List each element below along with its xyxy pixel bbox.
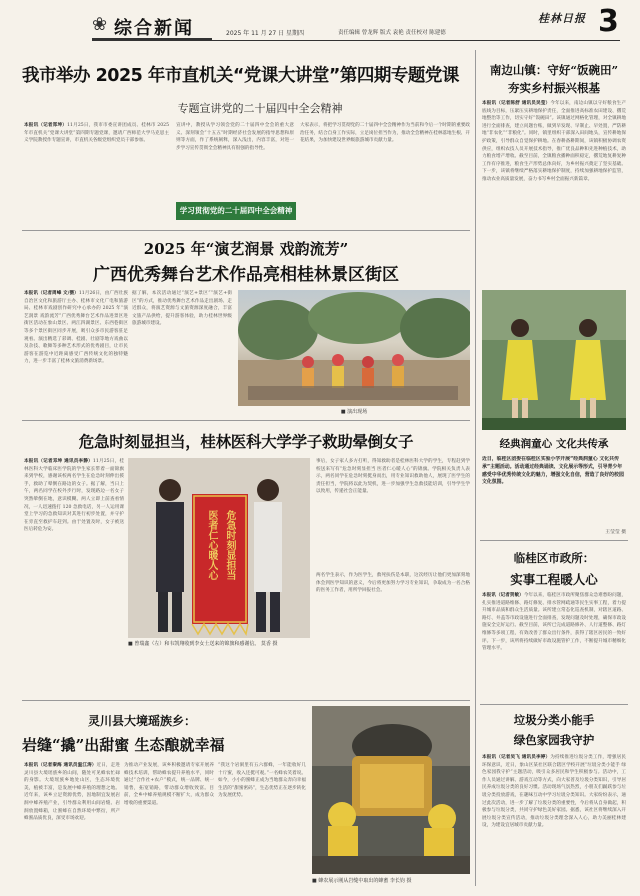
children-performance-photo <box>482 290 626 430</box>
children-in-costume <box>482 290 626 430</box>
art-column-1 <box>24 290 128 410</box>
right2-credit: 王莹莹 摄 <box>605 530 626 535</box>
honeycomb-scene <box>312 706 470 874</box>
right3-text-2: 截至目前，该所已完成道路修补、人行道整修、路灯维修等多项工程，有效改善了群众出行条件，获得了辖区居民的一致好评。下一步，该所将持续做好市政设施管护工作，不断提升城市精细化管理水平。 <box>482 623 626 652</box>
art-column-2 <box>132 290 232 410</box>
lead-column-1 <box>24 122 169 226</box>
bees-headline-1: 灵川县大境瑶族乡： <box>88 714 197 728</box>
rescue-text-3: 两名学生表示，作为医学生，救死扶伤是本职，这次经历让他们更加深刻地体会到医学知识的意义，今后将更加努力学习专业知识，争取成为一名合格的医务工作者，用所学回报社会。 <box>316 573 470 594</box>
art-caption: ■ 演出现场 <box>340 409 368 415</box>
right3-text: 今年以来，临桂区市政所聚焦群众急难愁盼问题，扎实推进道路维修、路灯修复、排水管网疏通等民生实事工程，着力提升城市品质和群众生活质量。该所建立常态化巡查机制，对辖区道路、路灯、井盖等市政设施进行全面排查，发现问题及时处理，确保市政设施安全完好运行。 <box>482 593 626 629</box>
right4-headline-2: 绿色家园我守护 <box>513 733 595 747</box>
right1-headline-1: 南边山镇：守好“饭碗田” <box>489 63 619 77</box>
lead-subhead: 专题宣讲党的二十届四中全会精神 <box>177 102 343 115</box>
right2-body <box>482 456 626 526</box>
right3-headline-2: 实事工程暖人心 <box>510 572 598 587</box>
art-byline: 本报讯（记者周峰 文/摄） <box>24 291 79 296</box>
section-banner <box>92 10 212 40</box>
performance-scene <box>238 290 470 406</box>
lead-text-1: 11月25日，我市市委宣讲团成员、桂林市 2025 年市直机关“党课大讲堂”第四期专题党课，邀请广西师范大学马克思主义学院教授作专题宣讲，市直机关各级党组织党员干部参加。 <box>24 123 169 144</box>
beekeeper-photo <box>312 706 470 874</box>
lead-column-3 <box>300 122 470 226</box>
right4-text-2: 活动现场气氛热烈，小朋友们踊跃参与垃圾分类投放游戏，在趣味互动中学习垃圾分类知识。大家纷纷表示，通过此次活动，进一步了解了垃圾分类的重要性，今后将从自身做起，积极参与垃圾分类，共同守护绿色美好家园。 <box>482 785 626 814</box>
lead-headline: 我市举办 2025 年市直机关“党课大讲堂”第四期专题党课 <box>22 66 459 86</box>
art-text: 11月26日，由广西壮族自治区文化和旅游厅主办、桂林市文化广电和旅游局、桂林市戏剧创作研究中心承办的 2025 年“演艺润景 戏韵流芳”广西优秀舞台艺术作品进景区进街区活动在象山景区、两江四湖景区、东西巷街区等多个景区街区同步开展，吸引众多市民游客驻足观看。演出精选了彩调、桂剧、壮剧等地方戏曲以及杂技、歌舞等多种艺术形式的优秀剧目，让市民游客在游览中近距离感受广西传统文化的独特魅力，进一步丰富了桂林文旅消费新场景。 <box>24 291 128 365</box>
right4-text: 为持续推进垃圾分类工作，增强居民环保意识，近日，象山区某社区联合辖区学校开展“垃圾分类小能手 绿色家园我守护”主题活动，吸引众多居民和学生积极参与。活动中，工作人员通过讲解、游戏互动等方式，向大家普及垃圾分类知识，引导居民养成垃圾分类的良好习惯。 <box>482 755 626 791</box>
rescue-byline: 本报讯（记者邓坤 通讯员李静） <box>24 459 93 464</box>
lead-byline: 本报讯（记者郑坤） <box>24 123 68 128</box>
art-text-2: 据了解，本次活动通过“演艺+景区”“演艺+街区”的方式，推动优秀舞台艺术作品走出剧场、走近群众，将演艺资源与文旅资源深度融合，丰富文旅产品供给，提升游客体验，助力桂林世界级旅游城市建设。 <box>132 291 232 327</box>
lead-text-3: 大家表示，将把学习贯彻党的二十届四中全会精神作为当前和今后一个时期的重要政治任务，结合自身工作实际，立足岗位担当作为，推动全会精神在桂林落地生根、开花结果，为加快建设世界级旅游城市贡献力量。 <box>300 123 470 144</box>
right1-headline-2: 夯实乡村振兴根基 <box>508 81 600 95</box>
lead-column-2 <box>176 122 294 202</box>
right3-headline-1: 临桂区市政所： <box>513 551 595 565</box>
bees-column-3 <box>218 762 306 886</box>
lead-text-2: 宣讲中，教授从学习领会党的二十届四中全会的重大意义、深刻领会“十五五”时期经济社会发展的指导思想和原则等方面，作了系统阐释，深入浅出，内容丰富，对进一步学习宣传贯彻全会精神具有很强的指导性。 <box>176 123 294 151</box>
newspaper-logo: 桂林日报 <box>538 12 586 25</box>
right1-text-3: 下一步，该镇将继续严格落实耕地保护制度，持续加强耕地保护监管，推动农业高质量发展，奋力书写乡村全面振兴新篇章。 <box>482 169 626 182</box>
bees-column-2 <box>124 762 214 886</box>
right3-byline: 本报讯（记者贺敏） <box>482 593 524 598</box>
bees-text-2: 为推动产业发展，该乡积极邀请专家开展养蜂技术培训，帮助蜂农提升养殖水平，同时通过“合作社+农户”模式，统一品牌、统一销售，拓宽销路，带动群众增收致富。目前，全乡中蜂养殖规模不断扩大，成为群众增收的重要渠道。 <box>124 763 214 806</box>
bees-headline-2: 岩缝“撬”出甜蜜 生态酿就幸福 <box>22 736 225 754</box>
right4-text-3: 据悉，该社区将继续深入开展垃圾分类宣传活动，推动垃圾分类理念深入人心，助力美丽桂林建设，为建设宜居城市贡献力量。 <box>482 808 626 829</box>
rescue-column-2 <box>316 458 470 568</box>
bees-byline: 本报讯（记者秦海 通讯员温江涛） <box>24 763 97 768</box>
performance-photo <box>238 290 470 406</box>
right1-text-2: 在春耕备耕期间，该镇积极协调农资供应，组织农技人员开展技术指导，推广优良品种和先进种植技术，助力粮食增产增收。截至目前，全镇粮食播种面积稳定，撂荒地复耕复种工作有序推进，粮食生产形势总体向好，为乡村振兴奠定了坚实基础。 <box>482 138 626 167</box>
rescue-column-1 <box>24 458 124 688</box>
right2-headline: 经典润童心 文化共传承 <box>499 438 609 450</box>
banner-text-right: 危急时刻显担当 <box>224 510 235 580</box>
art-headline-1: 2025 年“演艺润景 戏韵流芳” <box>143 240 349 258</box>
rescue-text: 11月25日，桂林医科大学临床医学院的学生家长带着一面锦旗来到学校，感谢该校两名学生在危急时刻伸出援手，救助了晕倒在路边的女子。据了解，当日上午，两名同学在校外步行时，发现路边一名女子突然晕倒在地，意识模糊。两人立即上前查看情况，一人迅速拨打 120 急救电话，另一人运用课堂上学习的急救知识对其进行初步处置，并守护在旁直至救护车赶到。由于处置及时，女子被送医后转危为安。 <box>24 459 124 533</box>
right1-body <box>482 100 626 286</box>
study-banner: 学习贯彻党的二十届四中全会精神 <box>176 202 296 220</box>
rescue-text-2: 事后，女子家人多方打听，得知救助者是桂林医科大学的学生，专程赶到学校送来写有“危急时刻显担当 医者仁心暖人心”的锦旗。学院相关负责人表示，两名同学在危急时刻挺身而出，用专业知识救助他人，展现了医学生的责任担当，学院将以此为契机，进一步加强学生急救技能培训，引导学生学以致用，传递社会正能量。 <box>316 459 470 495</box>
banner-photo <box>128 458 310 638</box>
bees-text-3: “我这个岩洞里有五六群蜂，一年能收好几十斤蜜，收入还挺可观。”一名蜂农笑着说。如今，小小的蜜蜂正成为当地群众奔向幸福生活的“甜蜜密码”，生态优势正在逐步转化为发展优势。 <box>218 763 306 799</box>
rescue-headline: 危急时刻显担当，桂林医科大学学子救助晕倒女子 <box>78 432 414 451</box>
rescue-column-3 <box>316 572 470 688</box>
students-with-banner <box>128 458 310 638</box>
bees-text: 近日，走进灵川县大境瑶族乡的山间，随处可见蜂农忙碌的身影。大境瑶族乡地处山区，生态环境优美，植被丰富，是发展中蜂养殖的理想之地。近年来，该乡立足资源优势，因地制宜发展岩洞中蜂养殖产业，引导群众利用山间岩缝、岩洞放置蜂箱，让蜜蜂在自然环境中繁衍，所产蜂蜜品质优良，深受市场欢迎。 <box>24 763 120 822</box>
section-name: 综合新闻 <box>114 18 194 39</box>
editor-credits: 责任编辑 曾龙辉 版式 袁艳 责任校对 陈建德 <box>338 30 446 36</box>
banner-text-left: 医者仁心暖人心 <box>206 510 217 580</box>
right4-byline: 本报讯（记者吴飞 通讯员李婷） <box>482 755 551 760</box>
rescue-caption: ■ 曾瑞鑫（左）和韦凯翔收到李女士送来的锦旗和感谢信。 莫香 摄 <box>128 641 278 647</box>
right2-text: 近日，临桂区团委在临桂区实验小学开展“经典润童心 文化共传承”主题活动。活动通过经典诵读、文化展示等形式，引导青少年感受中华优秀传统文化的魅力，增强文化自信，营造了良好的校园文化氛围。 <box>482 456 624 486</box>
issue-date: 2025 年 11 月 27 日 星期四 <box>226 30 304 37</box>
right4-headline-1: 垃圾分类小能手 <box>513 713 595 727</box>
art-headline-2: 广西优秀舞台艺术作品亮相桂林景区街区 <box>93 265 399 285</box>
bees-column-1 <box>24 762 120 886</box>
right4-body <box>482 754 626 888</box>
right1-byline: 本报讯（记者陈舒 通讯员吴莹） <box>482 101 551 106</box>
masthead <box>0 0 640 46</box>
right3-body <box>482 592 626 698</box>
right1-text: 今年以来，南边山镇以守好粮食生产底线为目标，压紧压实耕地保护责任，全面推进高标准农田建设、撂荒地整治等工作，切实守好“饭碗田”。该镇通过网格化管理，对全镇耕地进行全面排查，建立问题台账，做到早发现、早制止、早处置，严防耕地“非农化”“非粮化”。同时，镇里组织干部深入田间地头，宣传耕地保护政策，引导群众自觉保护耕地。 <box>482 101 626 144</box>
flower-ornament-icon: ❀ <box>92 14 108 35</box>
page-number: 3 <box>598 4 619 39</box>
bees-caption: ■ 蜂农展示刚从岩缝中取出的蜂蜜 李长钧 摄 <box>312 878 412 884</box>
